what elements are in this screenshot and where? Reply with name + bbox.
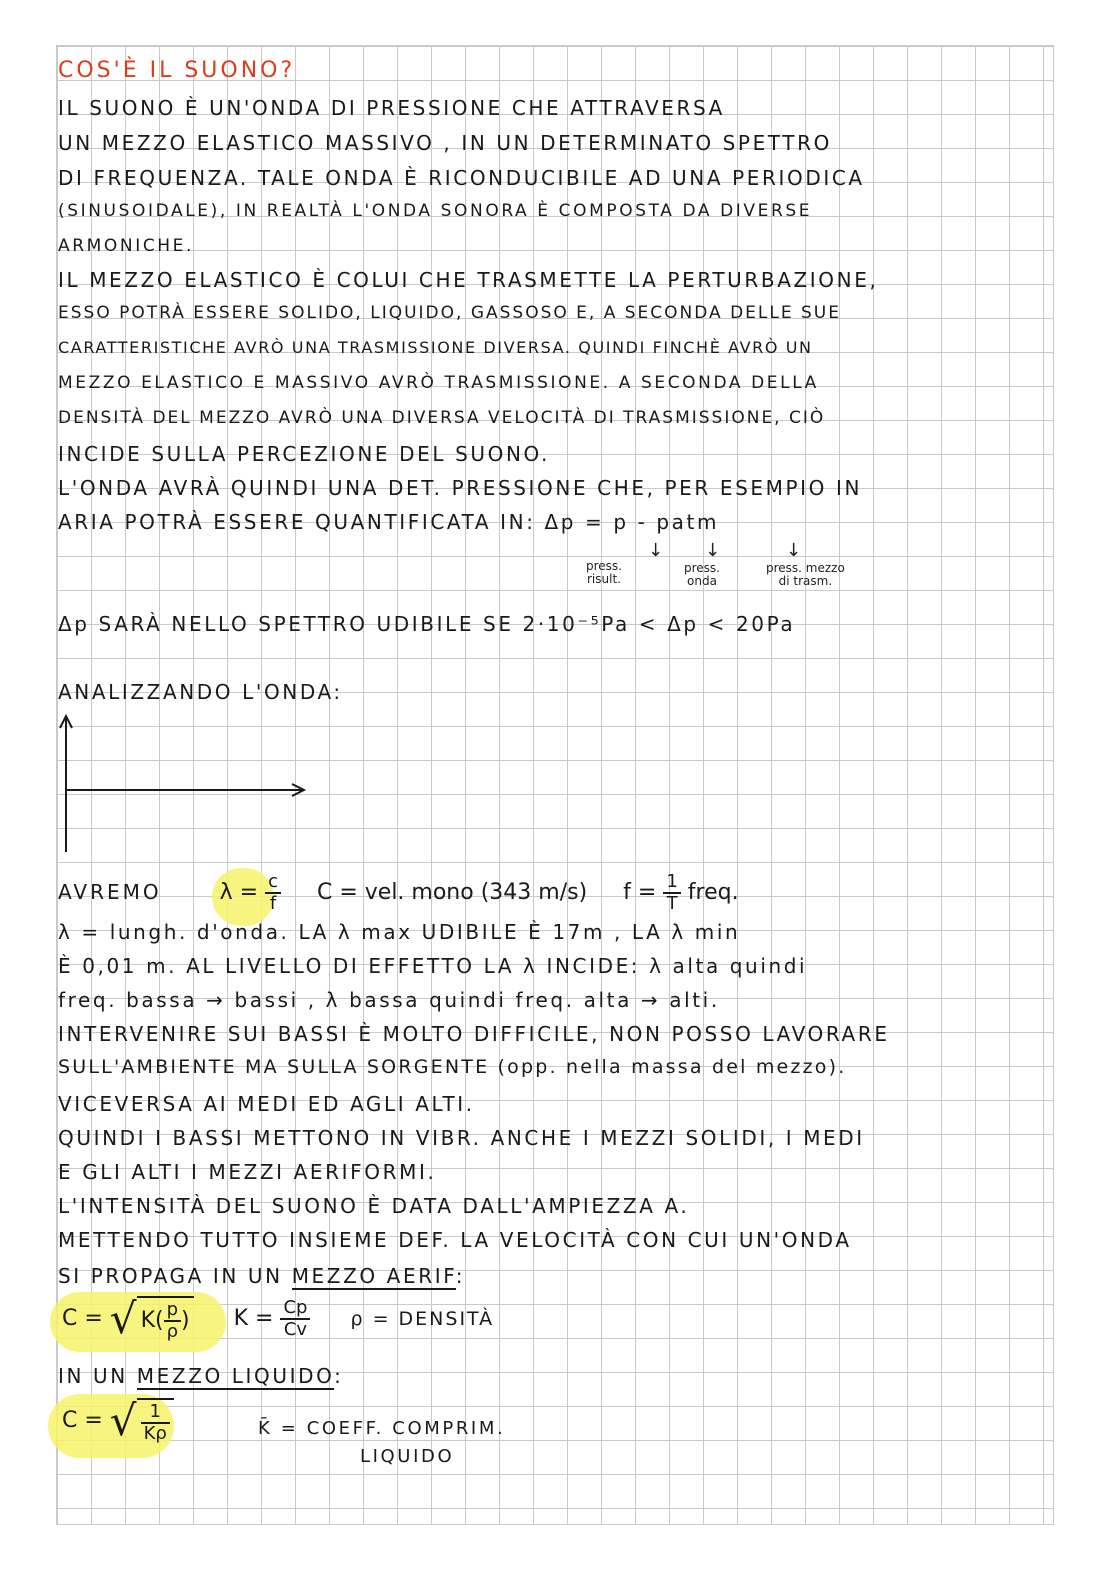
text-line: SULL'AMBIENTE MA SULLA SORGENTE (opp. nella massa del mezzo). <box>58 1056 847 1078</box>
sound-speed-def: C = vel. mono (343 m/s) <box>316 880 588 905</box>
density-def: ρ = DENSITÀ <box>350 1308 495 1330</box>
text-line: freq. bassa → bassi , λ bassa quindi freq. alta → alti. <box>58 988 720 1012</box>
fraction-numerator: 1 <box>663 872 680 894</box>
text-line: METTENDO TUTTO INSIEME DEF. LA VELOCITÀ CON CUI UN'ONDA <box>58 1228 852 1252</box>
text-line: È 0,01 m. AL LIVELLO DI EFFETTO LA λ INCIDE: λ alta quindi <box>58 954 808 978</box>
fraction-denominator: K̄ρ <box>143 1423 167 1444</box>
down-arrow-icon: ↓ <box>786 540 802 561</box>
frequency-label: freq. <box>687 880 739 905</box>
liquid-heading <box>58 1364 343 1388</box>
fraction-numerator: p <box>164 1300 181 1322</box>
kbar-definition: K̄ = COEFF. COMPRIM. <box>258 1418 506 1439</box>
pressure-note-result: press. risult. <box>586 559 622 586</box>
gamma-symbol: K <box>140 1308 155 1333</box>
down-arrow-icon: ↓ <box>648 540 664 561</box>
sqrt-icon: √ <box>109 1396 137 1445</box>
cp-over-cv <box>280 1298 310 1340</box>
text-line: CARATTERISTICHE AVRÒ UNA TRASMISSIONE DIVERSA. QUINDI FINCHÈ AVRÒ UN <box>58 338 813 357</box>
fraction-denominator: f <box>269 893 277 914</box>
text-line: E GLI ALTI I MEZZI AERIFORMI. <box>58 1160 437 1184</box>
analysis-heading: ANALIZZANDO L'ONDA: <box>58 680 343 704</box>
page-title: COS'È IL SUONO? <box>58 58 296 83</box>
frequency-fraction <box>663 872 680 914</box>
text-line: INTERVENIRE SUI BASSI È MOLTO DIFFICILE, NON POSSO LAVORARE <box>58 1022 890 1046</box>
text-line: MEZZO ELASTICO E MASSIVO AVRÒ TRASMISSIONE. A SECONDA DELLA <box>58 373 819 393</box>
text-line: DI FREQUENZA. TALE ONDA È RICONDUCIBILE AD UNA PERIODICA <box>58 166 865 190</box>
liquid-prefix: IN UN <box>58 1364 128 1388</box>
liquid-suffix: : <box>334 1364 344 1388</box>
gas-speed-formula <box>62 1296 494 1342</box>
text-line: L'ONDA AVRÀ QUINDI UNA DET. PRESSIONE CHE, PER ESEMPIO IN <box>58 476 863 500</box>
text-line: INCIDE SULLA PERCEZIONE DEL SUONO. <box>58 442 550 466</box>
gas-lhs: C = <box>62 1306 103 1331</box>
text-line: DENSITÀ DEL MEZZO AVRÒ UNA DIVERSA VELOCITÀ DI TRASMISSIONE, CIÒ <box>58 408 826 428</box>
fraction-numerator: c <box>265 872 281 894</box>
gas-radicand: K( $\frac{p}{\rho}$ ) <box>137 1296 194 1342</box>
text-line: QUINDI I BASSI METTONO IN VIBR. ANCHE I MEZZI SOLIDI, I MEDI <box>58 1126 865 1150</box>
down-arrow-icon: ↓ <box>705 540 721 561</box>
fraction-numerator: Cp <box>280 1298 310 1320</box>
text-line: ARMONICHE. <box>58 236 195 256</box>
wavelength-formula <box>58 872 739 914</box>
text-line: IL MEZZO ELASTICO È COLUI CHE TRASMETTE LA PERTURBAZIONE, <box>58 268 879 292</box>
pressure-note-medium: press. mezzo di trasm. <box>766 561 845 588</box>
p-over-rho <box>164 1300 181 1342</box>
frequency-lhs: f = <box>623 880 657 905</box>
propagation-suffix: : <box>455 1264 466 1288</box>
text-line: ESSO POTRÀ ESSERE SOLIDO, LIQUIDO, GASSOSO E, A SECONDA DELLE SUE <box>58 303 841 323</box>
k-lhs: K = <box>233 1306 274 1331</box>
fraction-denominator: ρ <box>166 1321 179 1342</box>
text-line: (SINUSOIDALE), IN REALTÀ L'ONDA SONORA È COMPOSTA DA DIVERSE <box>58 201 813 221</box>
text-line: UN MEZZO ELASTICO MASSIVO , IN UN DETERMINATO SPETTRO <box>58 131 832 155</box>
liquid-speed-formula <box>62 1398 174 1444</box>
text-line: λ = lungh. d'onda. LA λ max UDIBILE È 17m , LA λ min <box>58 920 741 944</box>
fraction-denominator: Cv <box>283 1319 308 1340</box>
axes-sketch <box>58 710 318 860</box>
liquid-radicand <box>137 1398 174 1444</box>
propagation-line <box>58 1264 465 1288</box>
propagation-prefix: SI PROPAGA IN UN <box>58 1264 283 1288</box>
propagation-medium: MEZZO AERIF <box>291 1264 456 1288</box>
audible-range-line: Δp SARÀ NELLO SPETTRO UDIBILE SE 2·10⁻⁵Pa < Δp < 20Pa <box>58 612 796 636</box>
text-line: IL SUONO È UN'ONDA DI PRESSIONE CHE ATTRAVERSA <box>58 96 725 120</box>
formula-prefix: AVREMO <box>58 880 162 904</box>
lambda-fraction <box>265 872 281 914</box>
fraction-numerator: 1 <box>141 1402 170 1424</box>
text-line: L'INTENSITÀ DEL SUONO È DATA DALL'AMPIEZZA A. <box>58 1194 690 1218</box>
pressure-note-wave: press. onda <box>684 561 720 588</box>
text-line: VICEVERSA AI MEDI ED AGLI ALTI. <box>58 1092 475 1116</box>
fraction-denominator: T <box>666 893 678 914</box>
one-over-k-rho <box>141 1402 170 1444</box>
liquid-lhs: C = <box>62 1408 103 1433</box>
sqrt-icon: √ <box>109 1294 137 1343</box>
kbar-definition-2: LIQUIDO <box>360 1446 455 1467</box>
liquid-medium: MEZZO LIQUIDO <box>136 1364 335 1388</box>
text-line: ARIA POTRÀ ESSERE QUANTIFICATA IN: Δp = p - patm <box>58 510 720 534</box>
lambda-lhs: λ = <box>219 880 259 905</box>
